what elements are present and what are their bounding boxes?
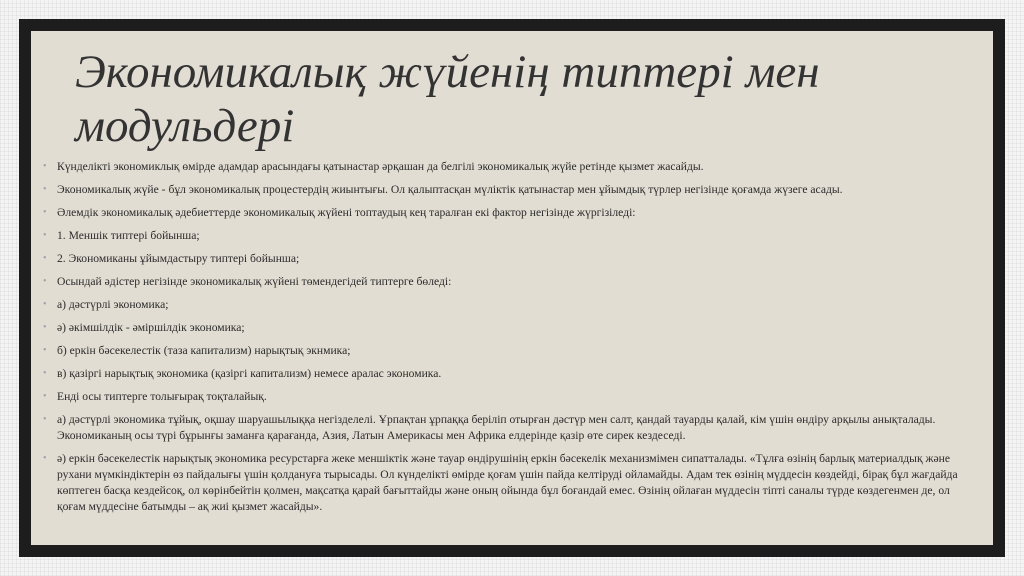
- bullet-item: [43, 412, 979, 444]
- bullet-marker: •: [43, 184, 47, 195]
- bullet-marker: •: [43, 368, 47, 379]
- bullet-marker: •: [43, 299, 47, 310]
- bullet-text: 1. Меншік типтері бойынша;: [57, 229, 200, 242]
- bullet-marker: •: [43, 345, 47, 356]
- bullet-text: Экономикалық жүйе - бұл экономикалық процестердің жиынтығы. Ол қалыптасқан мүліктік қатынастар мен ұйымдық түрлер негізінде қоғамда жүзеге асады.: [57, 183, 843, 196]
- bullet-item: [43, 366, 979, 382]
- bullet-text: б) еркін бәсекелестік (таза капитализм) нарықтық экнмика;: [57, 344, 351, 357]
- bullet-item: [43, 159, 979, 175]
- bullet-item: [43, 297, 979, 313]
- bullet-marker: •: [43, 161, 47, 172]
- bullet-marker: •: [43, 276, 47, 287]
- bullet-text: Осындай әдістер негізінде экономикалық жүйені төмендегідей типтерге бөледі:: [57, 275, 452, 288]
- bullet-text: а) дәстүрлі экономика тұйық, оқшау шаруашылыққа негізделелі. Ұрпақтан ұрпаққа беріліп отырған дәстүр мен салт, қандай тауарды қалай, кім үшін өндіру арқылы анықталады. Экономиканың осы түрі бұрынғы заманға қарағанда, Азия, Латын Америкасы мен Африка елдерінде қазір өте сирек кездеседі.: [57, 413, 936, 442]
- bullet-marker: •: [43, 414, 47, 425]
- bullet-marker: •: [43, 322, 47, 333]
- bullet-item: [43, 389, 979, 405]
- slide-title: Экономикалық жүйенің типтері мен модульдері: [75, 46, 820, 152]
- bullet-item: [43, 320, 979, 336]
- bullet-text: ә) әкімшілдік - әміршілдік экономика;: [57, 321, 245, 334]
- bullet-marker: •: [43, 453, 47, 464]
- bullet-item: [43, 274, 979, 290]
- bullet-text: Күнделікті экономиклық өмірде адамдар арасындағы қатынастар әрқашан да белгілі экономикалық жүйе ретінде қызмет жасайды.: [57, 160, 704, 173]
- bullet-item: [43, 451, 979, 515]
- bullet-text: а) дәстүрлі экономика;: [57, 298, 169, 311]
- bullet-text: в) қазіргі нарықтық экономика (қазіргі капитализм) немесе аралас экономика.: [57, 367, 442, 380]
- slide-panel: [31, 31, 993, 545]
- bullet-text: Енді осы типтерге толығырақ тоқталайық.: [57, 390, 267, 403]
- bullet-item: [43, 228, 979, 244]
- bullet-list: [43, 159, 979, 522]
- bullet-item: [43, 343, 979, 359]
- bullet-item: [43, 205, 979, 221]
- bullet-marker: •: [43, 253, 47, 264]
- bullet-marker: •: [43, 391, 47, 402]
- bullet-item: [43, 182, 979, 198]
- bullet-text: Әлемдік экономикалық әдебиеттерде экономикалық жүйені топтаудың кең таралған екі фактор негізінде жүргізіледі:: [57, 206, 636, 219]
- bullet-item: [43, 251, 979, 267]
- bullet-text: 2. Экономиканы ұйымдастыру типтері бойынша;: [57, 252, 300, 265]
- bullet-marker: •: [43, 207, 47, 218]
- bullet-marker: •: [43, 230, 47, 241]
- bullet-text: ә) еркін бәсекелестік нарықтық экономика ресурстарға жеке меншіктік және тауар өндірушінің еркін бәсекелік механизмімен сипатталады. «Тұлға өзінің барлық материалдық және рухани мүмкіндіктерін өз пайдалығы үшін қолдануға тырысады. Ол күнделікті өмірде қоғам үшін пайда келтіруді ойламайды. Адам тек өзінің мүддесін көздейді, бірақ бұл жағдайда көптеген басқа кездейсоқ, ол көрінбейтін қолмен, мақсатқа қарай бағыттайды және оның ойында бұл боғандай емес. Өзінің ойлаған мүддесін тіпті саналы түрде көздегенмен де, ол қоғам мүддесіне батымды – ақ жиі қызмет жасайды».: [57, 452, 958, 513]
